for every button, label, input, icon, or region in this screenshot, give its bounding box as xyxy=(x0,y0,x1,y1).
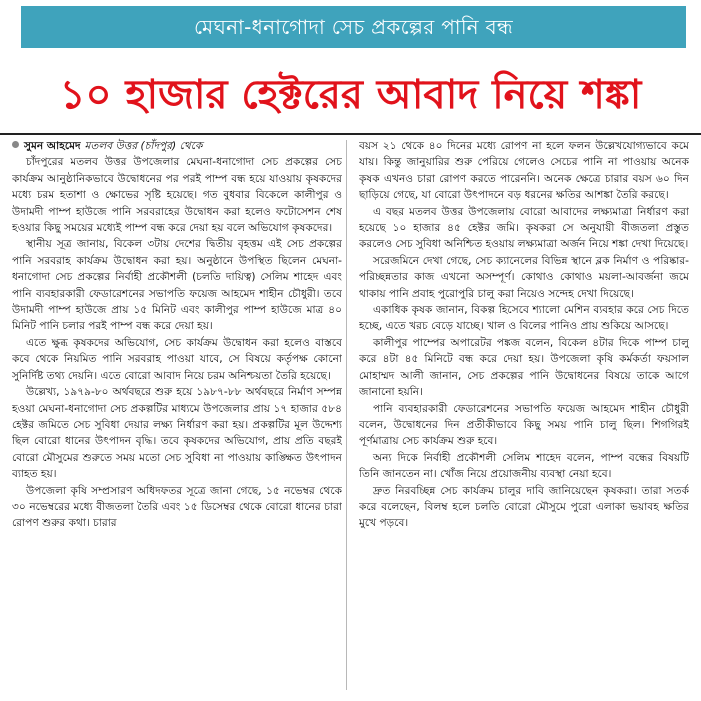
paragraph: স্থানীয় সূত্র জানায়, বিকেল ৩টায় দেশের দ্বিতীয় বৃহত্তম এই সেচ প্রকল্পের পানি সরবরাহ কার্যক্রম উদ্বোধন করা হয়। অনুষ্ঠানে উপস্থিত ছিলেন মেঘনা-ধনাগোদা সেচ প্রকল্পের নির্বাহী প্রকৌশলী (চলতি দায়িত্ব) সেলিম শাহেদ এবং পানি ব্যবহারকারী ফেডারেশনের সভাপতি ফয়েজ আহমেদ শাহীন চৌধুরী। তবে উদামদী পাম্প হাউজে প্রায় ১৫ মিনিট এবং কালীপুর পাম্প হাউজে মাত্র ৪০ মিনিট পানি চলার পরই পাম্প বন্ধ করে দেয়া হয়। xyxy=(12,238,342,333)
article-column-right xyxy=(359,138,689,693)
paragraph: পানি ব্যবহারকারী ফেডারেশনের সভাপতি ফয়েজ আহমেদ শাহীন চৌধুরী বলেন, উদ্বোধনের দিন প্রতীকীভাবে কিছু সময় পানি চালু ছিল। শিগগিরই পূর্ণমাত্রায় সেচ কার্যক্রম শুরু হবে। xyxy=(359,402,689,448)
paragraph: এ বছর মতলব উত্তর উপজেলায় বোরো আবাদের লক্ষ্যমাত্রা নির্ধারণ করা হয়েছে ১০ হাজার ৪৫ হেক্টর জমি। কৃষকরা সে অনুযায়ী বীজতলা প্রস্তুত করলেও সেচ সুবিধা অনিশ্চিত হওয়ায় লক্ষ্যমাত্রা অর্জন নিয়ে শঙ্কা দেখা দিয়েছে। xyxy=(359,205,689,251)
paragraph: বয়স ২১ থেকে ৪০ দিনের মধ্যে রোপণ না হলে ফলন উল্লেখযোগ্যভাবে কমে যায়। কিন্তু জানুয়ারির শুরু পেরিয়ে গেলেও সেচের পানি না পাওয়ায় অনেক কৃষক এখনও চারা রোপণ করতে পারেননি। অনেক ক্ষেত্রে চারার বয়স ৬০ দিন ছাড়িয়ে গেছে, যা বোরো উৎপাদনে বড় ধরনের ক্ষতির আশঙ্কা তৈরি করছে। xyxy=(359,140,689,202)
paragraph: দ্রুত নিরবচ্ছিন্ন সেচ কার্যক্রম চালুর দাবি জানিয়েছেন কৃষকরা। তারা সতর্ক করে বলেছেন, বিলম্ব হলে চলতি বোরো মৌসুমে পুরো এলাকা ভয়াবহ ক্ষতির মুখে পড়বে। xyxy=(359,484,689,530)
paragraph: উপজেলা কৃষি সম্প্রসারণ অধিদফতর সূত্রে জানা গেছে, ১৫ নভেম্বর থেকে ৩০ নভেম্বরের মধ্যে বীজতলা তৈরি এবং ১৫ ডিসেম্বর থেকে বোরো ধানের চারা রোপণ শুরুর কথা। চারার xyxy=(12,484,342,530)
paragraph: এতে ক্ষুব্ধ কৃষকদের অভিযোগ, সেচ কার্যক্রম উদ্বোধন করা হলেও বাস্তবে কবে থেকে নিয়মিত পানি সরবরাহ পাওয়া যাবে, সে বিষয়ে কর্তৃপক্ষ কোনো সুনির্দিষ্ট তথ্য দেয়নি। এতে বোরো আবাদ নিয়ে চরম অনিশ্চয়তা তৈরি হয়েছে। xyxy=(12,336,342,382)
paragraph: উল্লেখ্য, ১৯৭৯-৮০ অর্থবছরে শুরু হয়ে ১৯৮৭-৮৮ অর্থবছরে নির্মাণ সম্পন্ন হওয়া মেঘনা-ধনাগোদা সেচ প্রকল্পটির মাধ্যমে উপজেলার প্রায় ১৭ হাজার ৫৮৪ হেক্টর জমিতে সেচ সুবিধা দেয়ার লক্ষ্য নির্ধারণ করা হয়। প্রকল্পটির মূল উদ্দেশ্য ছিল বোরো ধানের উৎপাদন বৃদ্ধি। তবে কৃষকদের অভিযোগ, প্রায় প্রতি বছরই বোরো মৌসুমের শুরুতে সময় মতো সেচ সুবিধা না পাওয়ায় কাঙ্ক্ষিত উৎপাদন ব্যাহত হয়। xyxy=(12,386,342,481)
byline-author: সুমন আহমেদ xyxy=(24,140,81,152)
paragraph: কালীপুর পাম্পের অপারেটর পঙ্কজ বলেন, বিকেল ৪টার দিকে পাম্প চালু করে ৪টা ৪৫ মিনিটে বন্ধ করে দেয়া হয়। উপজেলা কৃষি কর্মকর্তা ফয়সাল মোহাম্মদ আলী জানান, সেচ প্রকল্পের পানি উদ্বোধনের বিষয়ে তাকে আগে জানানো হয়নি। xyxy=(359,336,689,399)
paragraph: চাঁদপুরের মতলব উত্তর উপজেলার মেঘনা-ধনাগোদা সেচ প্রকল্পের সেচ কার্যক্রম আনুষ্ঠানিকভাবে উদ্বোধনের পর পরই পাম্প বন্ধ হয়ে যাওয়ায় কৃষকদের মধ্যে চরম হতাশা ও ক্ষোভের সৃষ্টি হয়েছে। গত বুধবার বিকেলে কালীপুর ও উদামদী পাম্প হাউজে পানি সরবরাহের উদ্বোধন করা হলেও ফটোসেশন শেষ হওয়ার কিছু সময়ের মধ্যেই পাম্প বন্ধ করে দেয়া হয় বলে অভিযোগ কৃষকদের। xyxy=(12,156,342,235)
paragraph: অন্য দিকে নির্বাহী প্রকৌশলী সেলিম শাহেদ বলেন, পাম্প বন্ধের বিষয়টি তিনি জানতেন না। খোঁজ নিয়ে প্রয়োজনীয় ব্যবস্থা নেয়া হবে। xyxy=(359,451,689,481)
paragraph: একাধিক কৃষক জানান, বিকল্প হিসেবে শ্যালো মেশিন ব্যবহার করে সেচ দিতে হচ্ছে, এতে খরচ বেড়ে যাচ্ছে। খাল ও বিলের পানিও প্রায় শুকিয়ে আসছে। xyxy=(359,304,689,333)
article-column-left xyxy=(12,138,342,693)
column-divider xyxy=(346,140,347,690)
paragraph: সরেজমিনে দেখা গেছে, সেচ ক্যানেলের বিভিন্ন স্থানে ব্লক নির্মাণ ও পরিষ্কার-পরিচ্ছন্নতার কাজ এখনো অসম্পূর্ণ। কোথাও কোথাও ময়লা-আবর্জনা জমে থাকায় পানি প্রবাহ পুরোপুরি চালু করা নিয়েও সন্দেহ দেখা দিয়েছে। xyxy=(359,254,689,300)
byline xyxy=(12,138,342,154)
byline-dateline: মতলব উত্তর (চাঁদপুর) থেকে xyxy=(84,140,203,152)
headline: ১০ হাজার হেক্টরের আবাদ নিয়ে শঙ্কা xyxy=(59,72,642,118)
kicker-banner: মেঘনা-ধনাগোদা সেচ প্রকল্পের পানি বন্ধ xyxy=(21,6,686,48)
headline-rule xyxy=(0,133,701,135)
byline-bullet-icon xyxy=(12,141,19,148)
